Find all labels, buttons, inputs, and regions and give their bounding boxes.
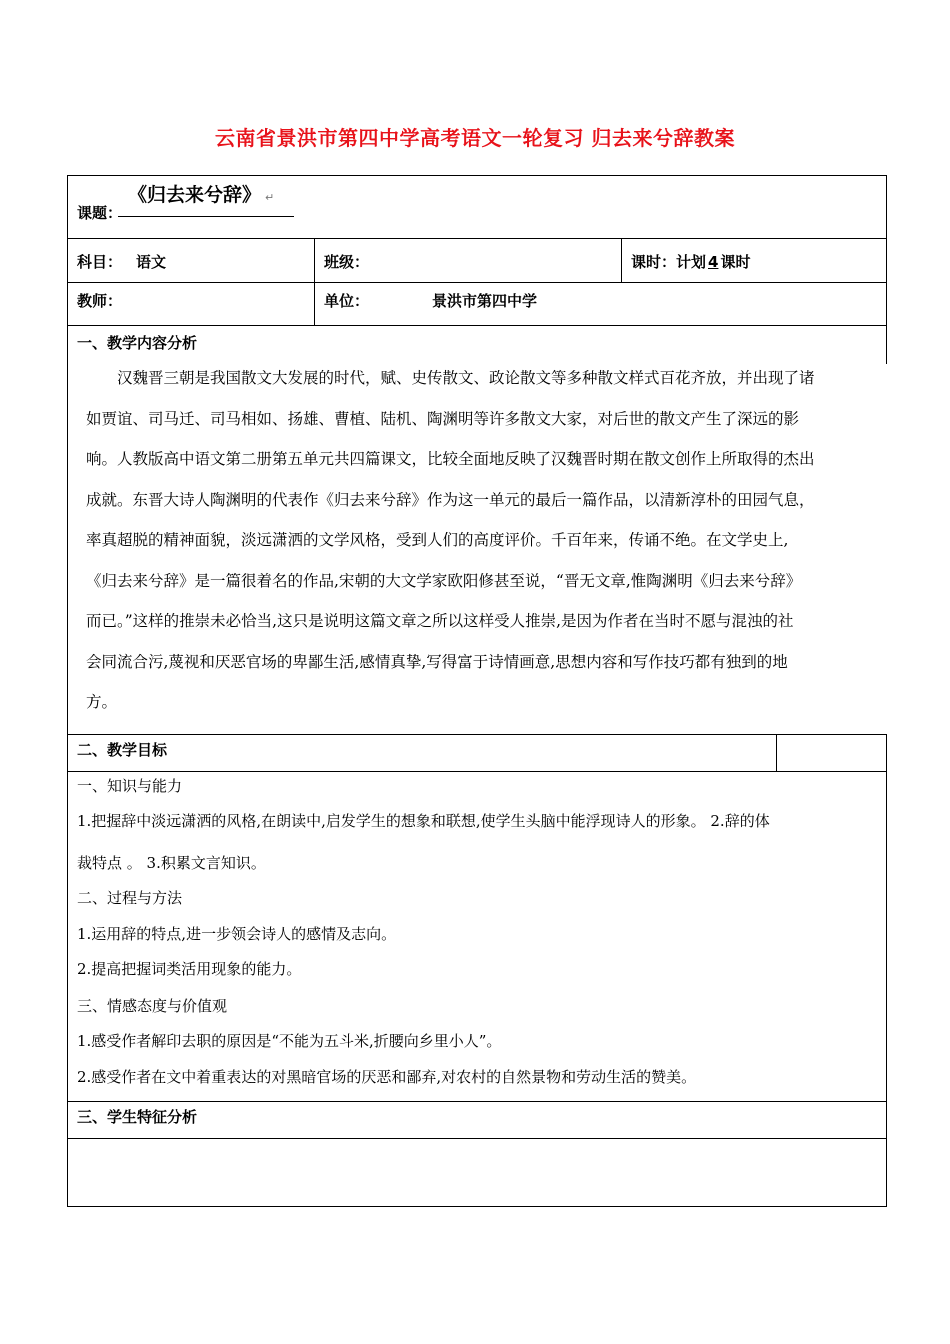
- paragraph-mark: ↵: [265, 191, 275, 204]
- goal-item: 1.感受作者解印去职的原因是“不能为五斗米,折腰向乡里小人”。: [77, 1032, 502, 1050]
- subject-value: 语文: [136, 253, 167, 271]
- topic-underline: [118, 216, 294, 217]
- topic-value-text: 《归去来兮辞》: [128, 184, 262, 206]
- paragraph-line: 如贾谊、司马迁、司马相如、扬雄、曹植、陆机、陶渊明等许多散文大家，对后世的散文产生了深远的影: [86, 409, 800, 428]
- paragraph-line: 响。人教版高中语文第二册第五单元共四篇课文，比较全面地反映了汉魏晋时期在散文创作上所取得的杰出: [86, 450, 815, 468]
- topic-label: 课题：: [77, 204, 123, 222]
- hours-prefix: 课时：计划: [631, 253, 707, 271]
- paragraph-line: 会同流合污,蔑视和厌恶官场的卑鄙生活,感情真挚,写得富于诗情画意,思想内容和写作技巧都有独到的地: [86, 652, 788, 671]
- goal-item: 1.把握辞中淡远潇洒的风格,在朗读中,启发学生的想象和联想,使学生头脑中能浮现诗人的形象。 2.辞的体: [77, 812, 770, 830]
- subject-label: 科目：: [77, 253, 123, 271]
- hours-field: [631, 251, 750, 272]
- header-col-divider-2: [621, 238, 622, 282]
- goal-item: 裁特点 。 3.积累文言知识。: [77, 854, 266, 872]
- paragraph-line: 而已。”这样的推崇未必恰当,这只是说明这篇文章之所以这样受人推崇,是因为作者在当时不愿与混浊的社: [86, 612, 794, 630]
- header-col-divider-1: [314, 238, 315, 326]
- goal-subheading: 二、过程与方法: [77, 889, 183, 907]
- section1-right-border: [886, 326, 887, 364]
- header-row-divider-2: [67, 282, 887, 283]
- section1-heading: 一、教学内容分析: [77, 334, 198, 352]
- paragraph-line: 汉魏晋三朝是我国散文大发展的时代，赋、史传散文、政论散文等多种散文样式百花齐放，并出现了诸: [117, 369, 815, 387]
- goal-item: 2.感受作者在文中着重表达的对黑暗官场的厌恶和鄙弃,对农村的自然景物和劳动生活的赞美。: [77, 1068, 697, 1086]
- header-row-divider-1: [67, 238, 887, 239]
- paragraph-line: 成就。东晋大诗人陶渊明的代表作《归去来兮辞》作为这一单元的最后一篇作品，以清新淳朴的田园气息，: [86, 490, 815, 509]
- goal-subheading: 三、情感态度与价值观: [77, 997, 228, 1015]
- section2-heading-underline: [67, 771, 887, 772]
- goal-item: 1.运用辞的特点,进一步领会诗人的感情及志向。: [77, 925, 397, 943]
- teacher-label: 教师：: [77, 292, 123, 310]
- class-label: 班级：: [324, 253, 370, 271]
- unit-value: 景洪市第四中学: [432, 292, 538, 310]
- document-title: 云南省景洪市第四中学高考语文一轮复习 归去来兮辞教案: [215, 126, 735, 150]
- hours-number: 4: [708, 253, 719, 271]
- hours-suffix: 课时: [720, 253, 751, 271]
- section1-paragraph: [86, 358, 886, 723]
- section2-heading-divider: [776, 734, 777, 771]
- topic-value: [128, 180, 274, 207]
- section3-heading-underline: [67, 1138, 887, 1139]
- section3-heading: 三、学生特征分析: [77, 1108, 198, 1126]
- goal-item: 2.提高把握词类活用现象的能力。: [77, 960, 302, 978]
- paragraph-line: 方。: [86, 693, 118, 711]
- goal-subheading: 一、知识与能力: [77, 777, 183, 795]
- unit-label: 单位：: [324, 292, 370, 310]
- section2-heading: 二、教学目标: [77, 741, 168, 759]
- section1-left-border: [67, 326, 68, 734]
- paragraph-line: 率真超脱的精神面貌，淡远潇洒的文学风格，受到人们的高度评价。千百年来，传诵不绝。在文学史上,: [86, 531, 789, 549]
- paragraph-line: 《归去来兮辞》是一篇很着名的作品,宋朝的大文学家欧阳修甚至说，“晋无文章,惟陶渊明《归去来兮辞》: [86, 571, 802, 590]
